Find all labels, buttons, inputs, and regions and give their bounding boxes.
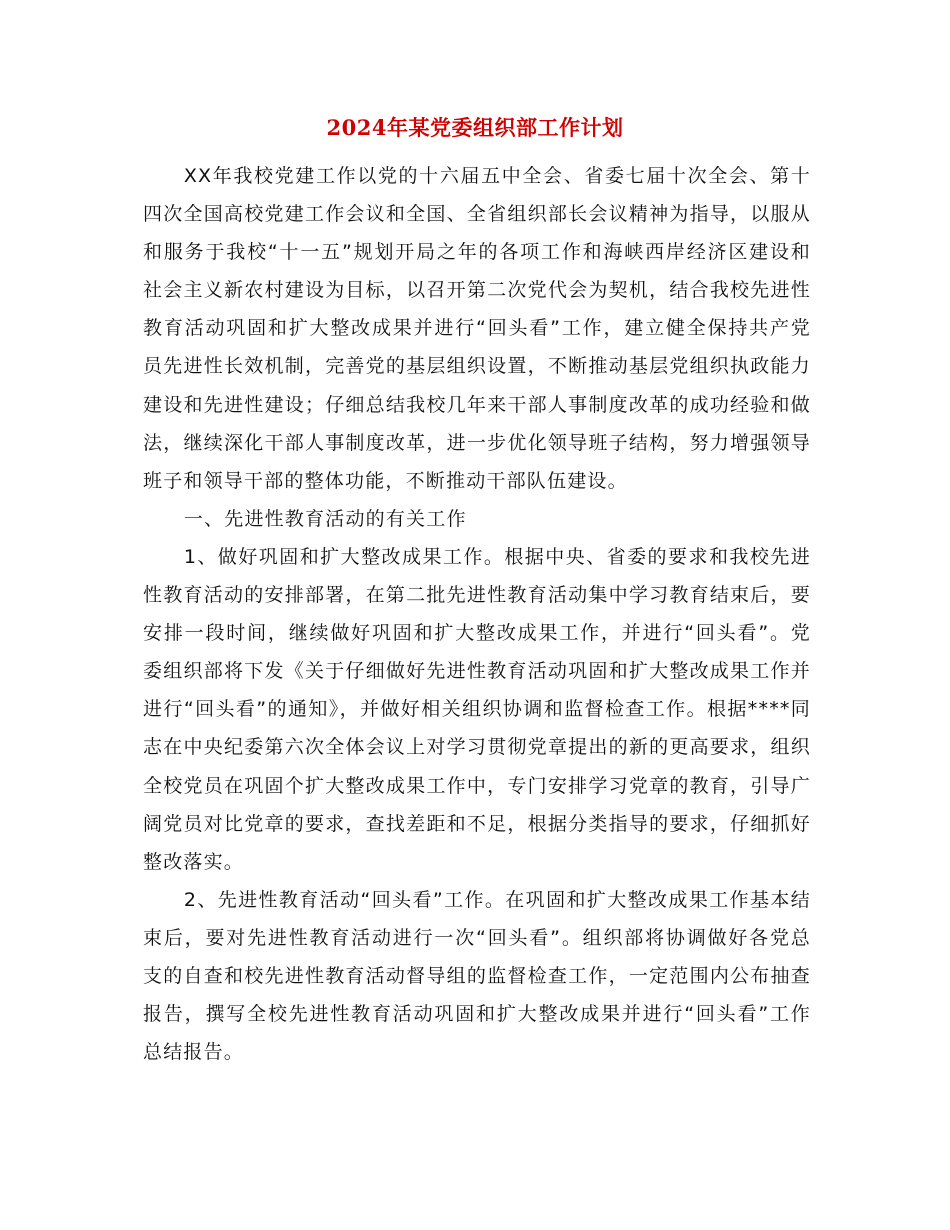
document-body: [143, 157, 811, 1071]
intro-paragraph: XX年我校党建工作以党的十六届五中全会、省委七届十次全会、第十四次全国高校党建工作会议和全国、全省组织部长会议精神为指导，以服从和服务于我校“十一五”规划开局之年的各项工作和海峡西岸经济区建设和社会主义新农村建设为目标，以召开第二次党代会为契机，结合我校先进性教育活动巩固和扩大整改成果并进行“回头看”工作，建立健全保持共产党员先进性长效机制，完善党的基层组织设置，不断推动基层党组织执政能力建设和先进性建设；仔细总结我校几年来干部人事制度改革的成功经验和做法，继续深化干部人事制度改革，进一步优化领导班子结构，努力增强领导班子和领导干部的整体功能，不断推动干部队伍建设。: [143, 165, 811, 492]
section-heading: 一、先进性教育活动的有关工作: [183, 507, 467, 530]
document-title: 2024年某党委组织部工作计划: [326, 115, 624, 140]
item-2-paragraph: 2、先进性教育活动“回头看”工作。在巩固和扩大整改成果工作基本结束后，要对先进性教育活动进行一次“回头看”。组织部将协调做好各党总支的自查和校先进性教育活动督导组的监督检查工作，一定范围内公布抽查报告，撰写全校先进性教育活动巩固和扩大整改成果并进行“回头看”工作总结报告。: [143, 888, 811, 1064]
item-1-paragraph: 1、做好巩固和扩大整改成果工作。根据中央、省委的要求和我校先进性教育活动的安排部署，在第二批先进性教育活动集中学习教育结束后，要安排一段时间，继续做好巩固和扩大整改成果工作，并进行“回头看”。党委组织部将下发《关于仔细做好先进性教育活动巩固和扩大整改成果工作并进行“回头看”的通知》，并做好相关组织协调和监督检查工作。根据****同志在中央纪委第六次全体会议上对学习贯彻党章提出的新的更高要求，组织全校党员在巩固个扩大整改成果工作中，专门安排学习党章的教育，引导广阔党员对比党章的要求，查找差距和不足，根据分类指导的要求，仔细抓好整改落实。: [143, 545, 811, 873]
